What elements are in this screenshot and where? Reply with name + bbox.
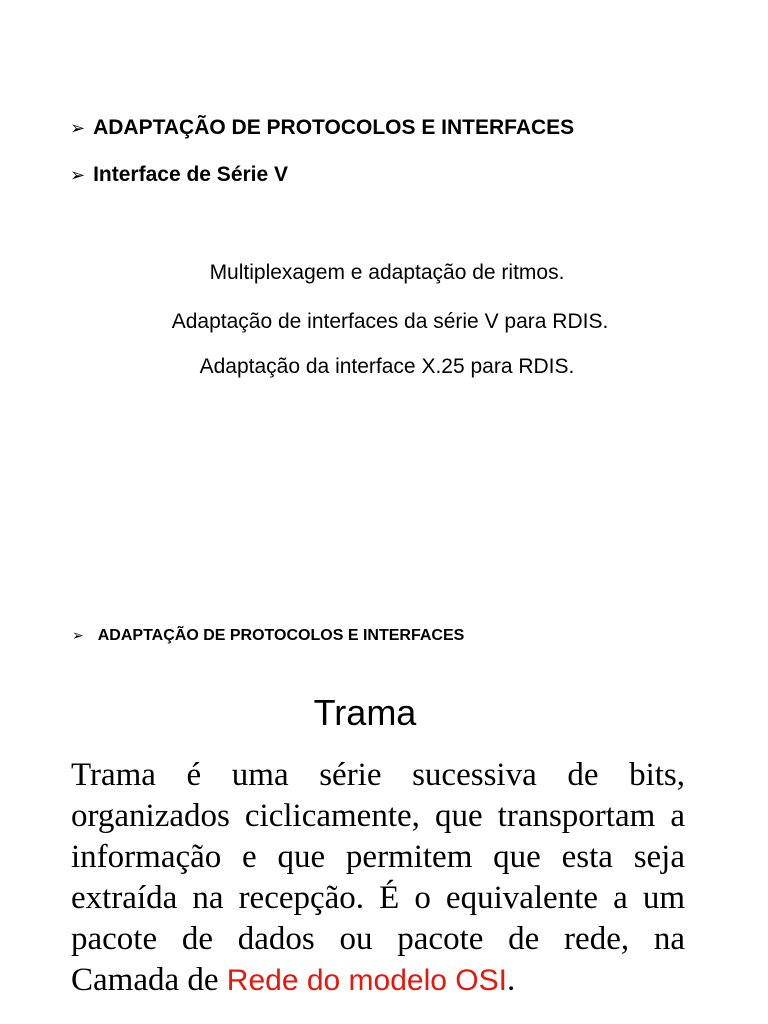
highlighted-text: Rede do modelo OSI: [226, 964, 507, 997]
paragraph-text: Trama é uma série sucessiva de bits, organizados ciclicamente, que transportam a informação e que permitem que esta seja extraída na recepção. É o equivalente a um pacote de dados ou pacote de rede, na Camada de: [71, 757, 685, 998]
body-line-3: Adaptação da interface X.25 para RDIS.: [199, 355, 575, 378]
arrow-bullet-icon: ➢: [70, 165, 86, 185]
trama-definition-paragraph: [71, 755, 685, 1001]
body-line-2: Adaptação de interfaces da série V para RDIS.: [171, 310, 609, 333]
section1-subheading-bullet: [70, 163, 288, 187]
section1-heading-bullet: [70, 116, 574, 140]
arrow-bullet-icon: ➢: [70, 118, 86, 138]
section1-subheading: Interface de Série V: [93, 163, 289, 186]
trama-title: Trama: [313, 692, 417, 733]
body-line-1: Multiplexagem e adaptação de ritmos.: [209, 261, 565, 284]
section2-heading-bullet: [72, 627, 464, 645]
paragraph-end: .: [506, 962, 516, 998]
section1-heading: ADAPTAÇÃO DE PROTOCOLOS E INTERFACES: [93, 116, 575, 139]
arrow-bullet-icon: ➢: [72, 627, 84, 643]
section2-heading: ADAPTAÇÃO DE PROTOCOLOS E INTERFACES: [97, 627, 465, 644]
